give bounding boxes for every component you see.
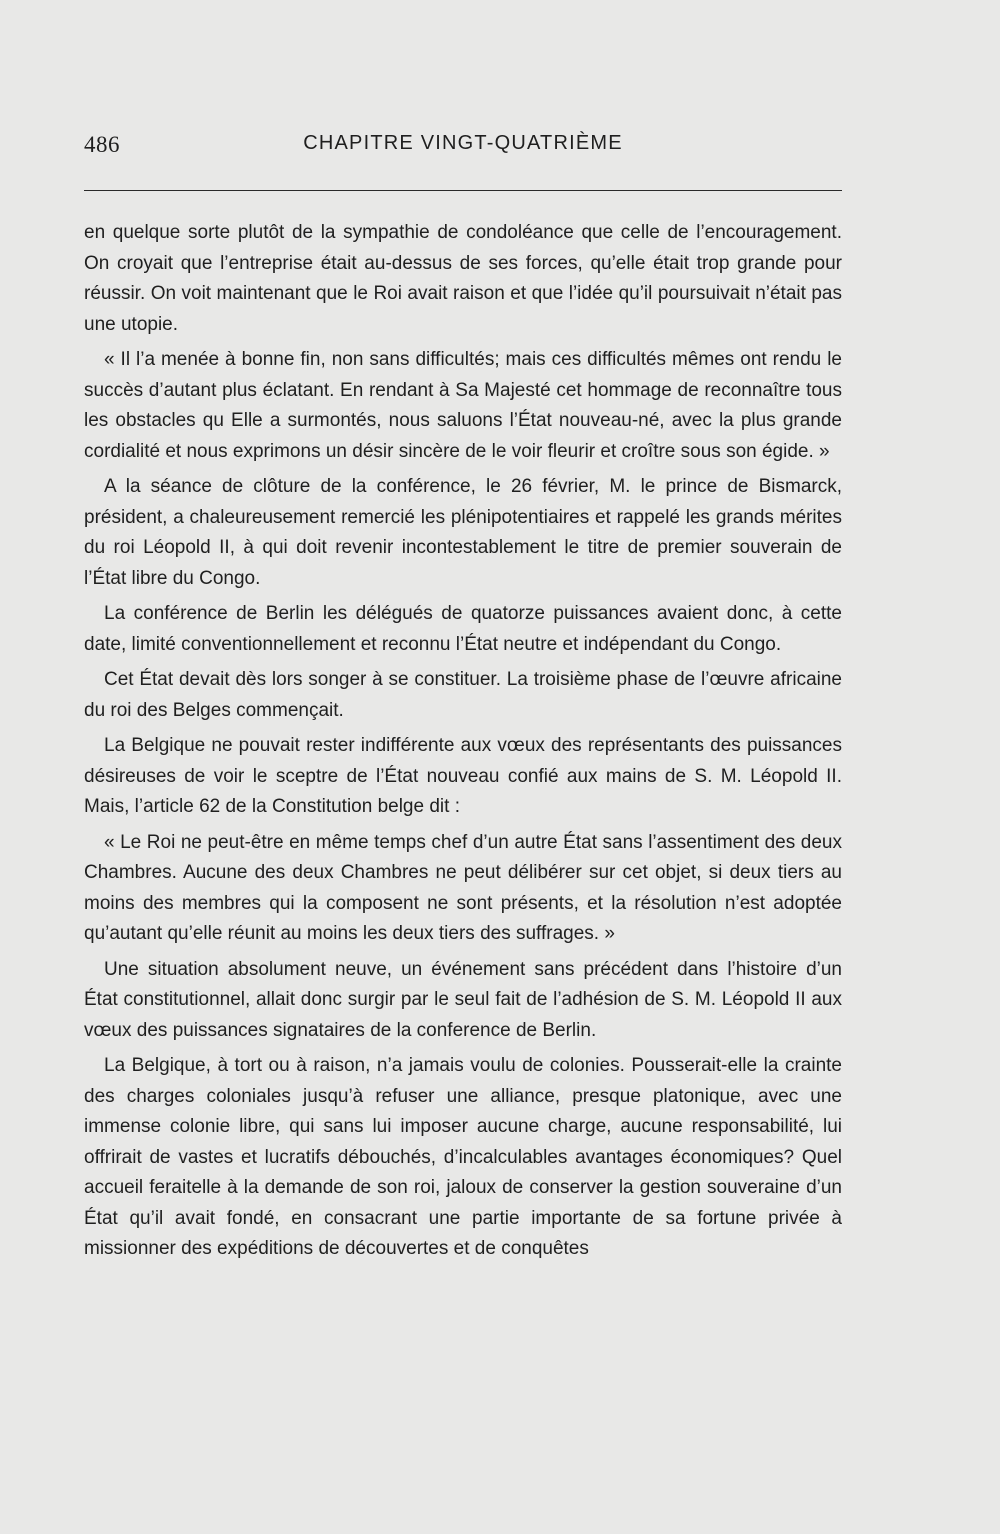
paragraph: La Belgique ne pouvait rester indifférente aux vœux des représentants des puissances désireuses de voir le sceptre de l’État nouveau confié aux mains de S. M. Léopold II. Mais, l’article 62 de la Constitution belge dit : <box>84 735 842 817</box>
header-rule <box>84 190 842 191</box>
paragraph: La conférence de Berlin les délégués de quatorze puissances avaient donc, à cette date, limité conventionnellement et reconnu l’État neutre et indépendant du Congo. <box>84 603 842 655</box>
running-title: CHAPITRE VINGT-QUATRIÈME <box>303 132 623 154</box>
paragraph: La Belgique, à tort ou à raison, n’a jamais voulu de colonies. Pousserait-elle la crainte des charges coloniales jusqu’à refuser une alliance, presque platonique, avec une immense colonie libre, qui sans lui imposer aucune charge, aucune responsabilité, lui offrirait de vastes et lucratifs débouchés, d’incalculables avantages économiques? Quel accueil feraitelle à la demande de son roi, jaloux de conserver la gestion souveraine d’un État qu’il avait fondé, en consacrant une partie importante de sa fortune privée à missionner des expéditions de découvertes et de conquêtes <box>84 1055 842 1259</box>
quoted-paragraph: « Le Roi ne peut-être en même temps chef d’un autre État sans l’assentiment des deux Chambres. Aucune des deux Chambres ne peut délibérer sur cet objet, si deux tiers au moins des membres qui la composent ne sont présents, et la résolution n’est adoptée qu’autant qu’elle réunit au moins les deux tiers des suffrages. » <box>84 831 842 944</box>
paragraph: A la séance de clôture de la conférence, le 26 février, M. le prince de Bismarck, président, a chaleureusement remercié les plénipotentiaires et rappelé les grands mérites du roi Léopold II, à qui doit revenir incontestablement le titre de premier souverain de l’État libre du Congo. <box>84 476 842 589</box>
body-text <box>84 218 842 1270</box>
quoted-paragraph: « Il l’a menée à bonne fin, non sans difficultés; mais ces difficultés mêmes ont rendu le succès d’autant plus éclatant. En rendant à Sa Majesté cet hommage de reconnaître tous les obstacles qu Elle a surmontés, nous saluons l’État nouveau-né, avec la plus grande cordialité et nous exprimons un désir sincère de le voir fleurir et croître sous son égide. » <box>84 349 842 462</box>
page-header <box>84 128 842 168</box>
page-number: 486 <box>84 132 120 157</box>
paragraph: en quelque sorte plutôt de la sympathie de condoléance que celle de l’encouragement. On croyait que l’entreprise était au-dessus de ses forces, qu’elle était trop grande pour réussir. On voit maintenant que le Roi avait raison et que l’idée qu’il poursuivait n’était pas une utopie. <box>84 222 842 335</box>
paragraph: Une situation absolument neuve, un événement sans précédent dans l’histoire d’un État constitutionnel, allait donc surgir par le seul fait de l’adhésion de S. M. Léopold II aux vœux des puissances signataires de la conference de Berlin. <box>84 958 842 1041</box>
paragraph: Cet État devait dès lors songer à se constituer. La troisième phase de l’œuvre africaine du roi des Belges commençait. <box>84 669 842 721</box>
